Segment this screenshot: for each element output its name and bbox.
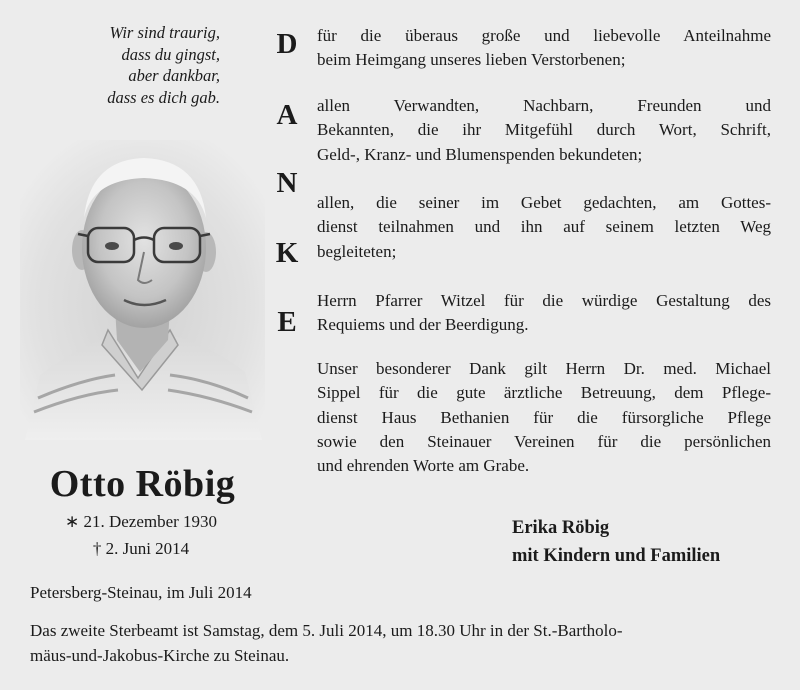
text-line: allen Verwandten, Nachbarn, Freunden und — [317, 96, 771, 115]
text-line: allen, die seiner im Gebet gedachten, am Gottes- — [317, 193, 771, 212]
notice-line: Das zweite Sterbeamt ist Samstag, dem 5. Juli 2014, um 18.30 Uhr in der St.-Bartholo- — [30, 621, 623, 640]
thanks-paragraph-1 — [317, 24, 771, 73]
text-line: und ehrenden Worte am Grabe. — [317, 456, 530, 476]
danke-letter-n: N — [276, 167, 298, 199]
text-line: für die überaus große und liebevolle Anteilnahme — [317, 26, 771, 45]
text-line: dienst Haus Bethanien für die fürsorgliche Pflege — [317, 407, 771, 427]
text-line: Herrn Pfarrer Witzel für die würdige Gestaltung des — [317, 291, 771, 310]
signature-line: mit Kindern und Familien — [512, 546, 721, 566]
danke-letter-e: E — [277, 306, 297, 338]
deceased-name: Otto Röbig — [49, 463, 236, 505]
place-date-text: Petersberg-Steinau, im Juli 2014 — [30, 583, 252, 602]
poem-line: aber dankbar, — [128, 66, 220, 85]
portrait-photo — [20, 140, 265, 440]
service-notice — [30, 619, 775, 668]
text-line: begleiteten; — [317, 241, 397, 261]
text-line: beim Heimgang unseres lieben Verstorbenen; — [317, 50, 626, 70]
thanks-paragraph-4 — [317, 289, 771, 338]
thanks-paragraph-2 — [317, 94, 771, 167]
poem-line: Wir sind traurig, — [109, 23, 220, 42]
notice-line: mäus-und-Jakobus-Kirche zu Steinau. — [30, 645, 290, 665]
text-line: Bekannten, die ihr Mitgefühl durch Wort, Schrift, — [317, 120, 771, 140]
poem-line: dass du gingst, — [121, 44, 220, 64]
signature-line: Erika Röbig — [512, 518, 610, 538]
text-line: Geld-, Kranz- und Blumenspenden bekundeten; — [317, 144, 643, 164]
place-date — [30, 581, 775, 606]
thanks-paragraph-3 — [317, 191, 771, 264]
death-date: † 2. Juni 2014 — [92, 539, 190, 558]
text-line: sowie den Steinauer Vereinen für die persönlichen — [317, 431, 771, 451]
poem-line: dass es dich gab. — [107, 87, 220, 107]
danke-letter-k: K — [275, 237, 299, 269]
memorial-poem — [60, 22, 220, 108]
signature — [512, 514, 774, 570]
text-line: Unser besonderer Dank gilt Herrn Dr. med. Michael — [317, 359, 771, 378]
text-line: Sippel für die gute ärztliche Betreuung, dem Pflege- — [317, 383, 771, 403]
danke-letter-a: A — [276, 99, 298, 131]
text-line: dienst teilnahmen und ihn auf seinem letzten Weg — [317, 217, 771, 237]
birth-date: ∗ 21. Dezember 1930 — [64, 512, 218, 531]
danke-letter-d: D — [276, 28, 298, 60]
text-line: Requiems und der Beerdigung. — [317, 315, 529, 335]
thanks-paragraph-5 — [317, 357, 771, 478]
